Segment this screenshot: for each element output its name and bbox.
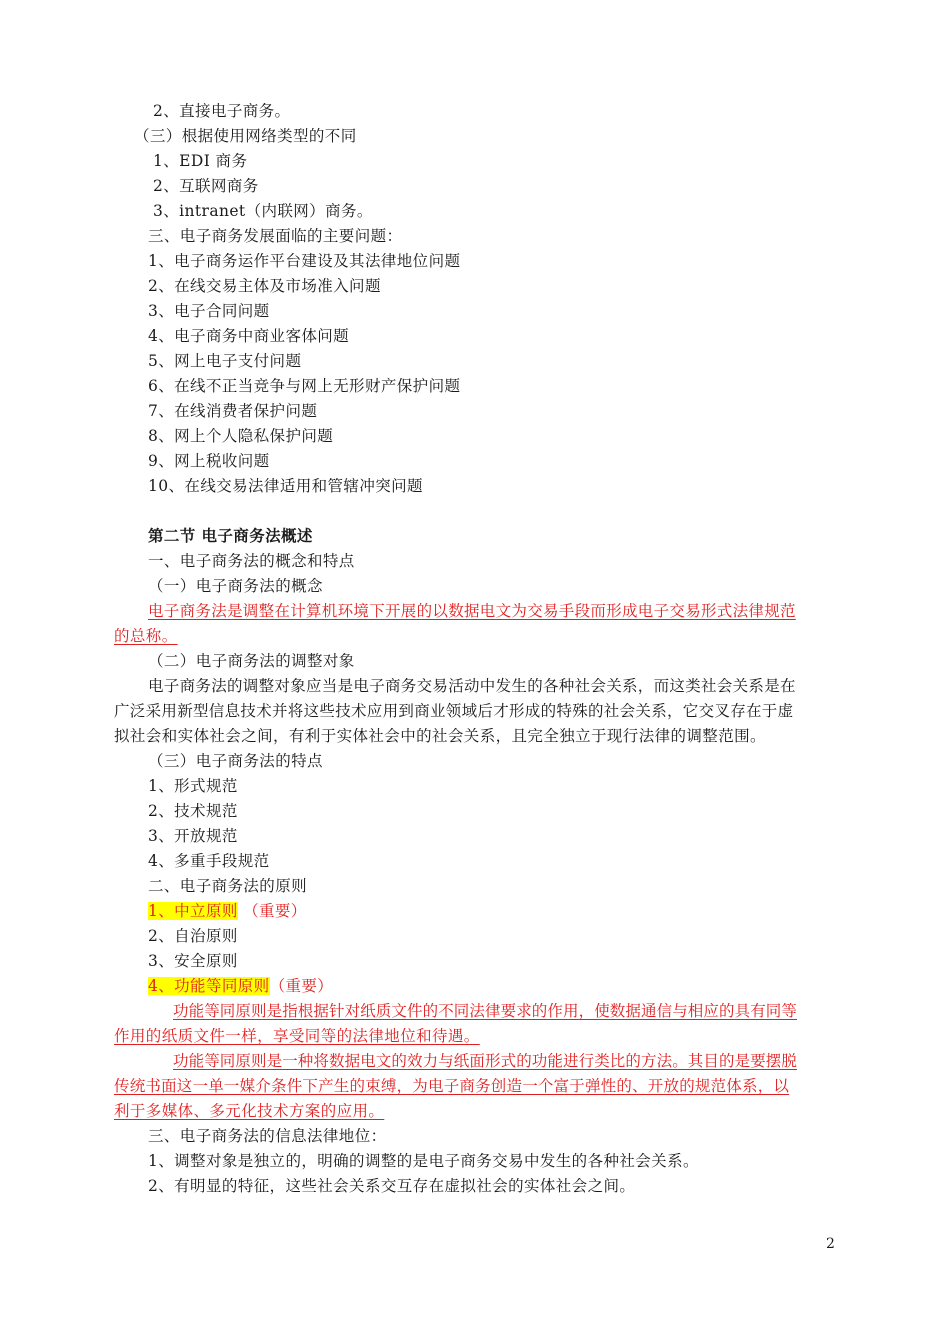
text-line: 7、在线消费者保护问题: [148, 402, 318, 420]
emphasis-line: 功能等同原则是指根据针对纸质文件的不同法律要求的作用，使数据通信与相应的具有同等: [173, 1002, 798, 1020]
text-line: 9、网上税收问题: [148, 452, 270, 470]
text-line: 3、电子合同问题: [148, 302, 270, 320]
principle-item: 2、自治原则: [148, 927, 238, 945]
list-item: 2、技术规范: [148, 802, 238, 820]
text-line: 3、intranet（内联网）商务。: [153, 202, 373, 220]
principle-item: [148, 900, 307, 922]
text-line: 10、在线交易法律适用和管辖冲突问题: [148, 477, 423, 495]
text-line: 1、电子商务运作平台建设及其法律地位问题: [148, 252, 461, 270]
principle-item: 3、安全原则: [148, 952, 238, 970]
heading: 二、电子商务法的原则: [148, 877, 308, 895]
subheading: （三）电子商务法的特点: [148, 752, 323, 770]
definition-line: 电子商务法是调整在计算机环境下开展的以数据电文为交易手段而形成电子交易形式法律规范: [148, 602, 796, 620]
definition-line: 的总称。: [114, 627, 178, 645]
emphasis-line: 传统书面这一单一媒介条件下产生的束缚，为电子商务创造一个富于弹性的、开放的规范体系，以: [114, 1077, 790, 1095]
text-line: 5、网上电子支付问题: [148, 352, 302, 370]
list-item: 4、多重手段规范: [148, 852, 270, 870]
subheading: （一）电子商务法的概念: [148, 577, 323, 595]
emphasis-line: 利于多媒体、多元化技术方案的应用。: [114, 1102, 385, 1120]
paragraph-line: 拟社会和实体社会之间，有利于实体社会中的社会关系，且完全独立于现行法律的调整范围。: [114, 727, 766, 745]
text-line: 1、EDI 商务: [153, 152, 248, 170]
list-item: 2、有明显的特征，这些社会关系交互存在虚拟社会的实体社会之间。: [148, 1177, 636, 1195]
list-item: 1、调整对象是独立的，明确的调整的是电子商务交易中发生的各种社会关系。: [148, 1152, 699, 1170]
emphasis-line: 功能等同原则是一种将数据电文的效力与纸面形式的功能进行类比的方法。其目的是要摆脱: [173, 1052, 798, 1070]
page-number: 2: [826, 1236, 835, 1252]
text-line: 2、互联网商务: [153, 177, 259, 195]
heading: 一、电子商务法的概念和特点: [148, 552, 355, 570]
list-item: 3、开放规范: [148, 827, 238, 845]
text-line: （三）根据使用网络类型的不同: [134, 127, 357, 145]
paragraph-line: 广泛采用新型信息技术并将这些技术应用到商业领域后才形成的特殊的社会关系，它交叉存在于虚: [114, 702, 794, 720]
subheading: （二）电子商务法的调整对象: [148, 652, 355, 670]
section-title: 第二节 电子商务法概述: [148, 526, 313, 545]
importance-note: （重要）: [269, 977, 334, 995]
importance-note: （重要）: [243, 902, 307, 920]
principle-item: [148, 975, 333, 997]
highlighted-label: 1、中立原则: [148, 902, 238, 920]
text-line: 8、网上个人隐私保护问题: [148, 427, 334, 445]
heading: 三、电子商务法的信息法律地位：: [148, 1127, 387, 1145]
text-line: 6、在线不正当竞争与网上无形财产保护问题: [148, 377, 461, 395]
highlighted-label: 4、功能等同原则: [148, 977, 270, 995]
list-item: 1、形式规范: [148, 777, 238, 795]
paragraph-line: 电子商务法的调整对象应当是电子商务交易活动中发生的各种社会关系，而这类社会关系是在: [148, 677, 796, 695]
text-line: 4、电子商务中商业客体问题: [148, 327, 350, 345]
emphasis-line: 作用的纸质文件一样，享受同等的法律地位和待遇。: [114, 1027, 480, 1045]
text-line: 2、在线交易主体及市场准入问题: [148, 277, 381, 295]
text-line: 2、直接电子商务。: [153, 102, 291, 120]
text-line: 三、电子商务发展面临的主要问题：: [148, 227, 403, 245]
